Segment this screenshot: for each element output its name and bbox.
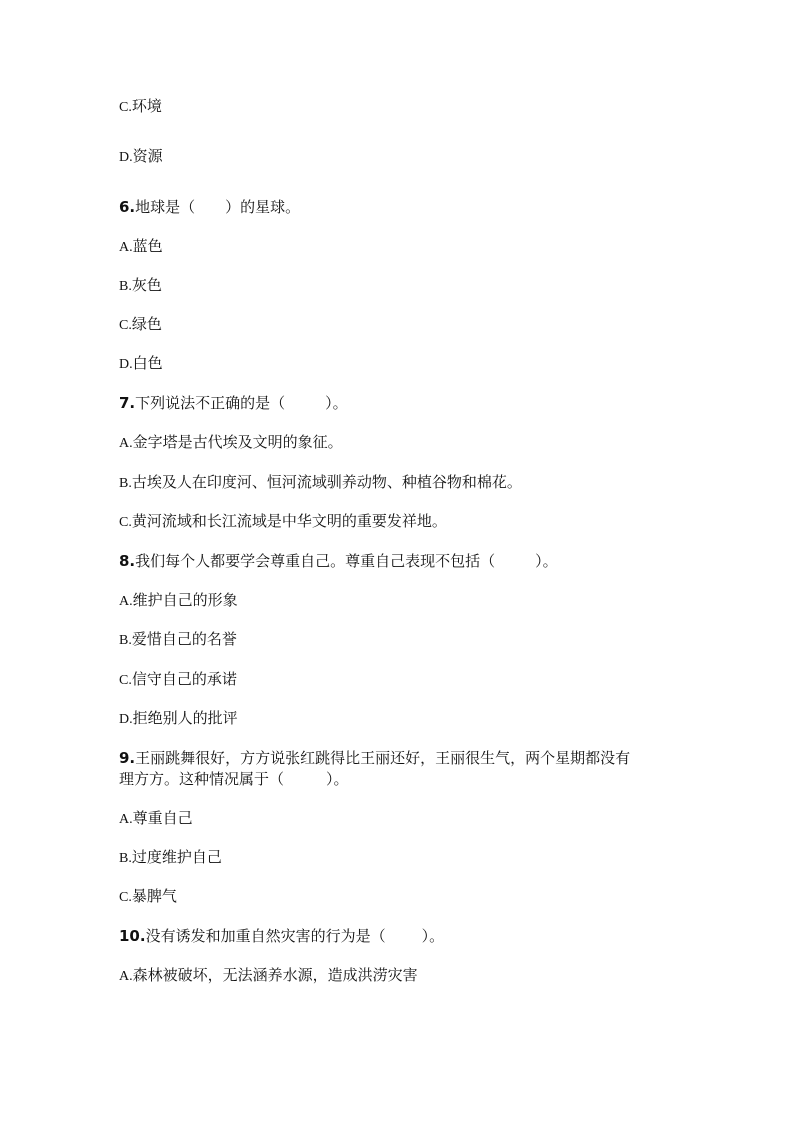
option-letter: A. (119, 436, 133, 451)
option-letter: A. (119, 812, 133, 827)
question-text: 王丽跳舞很好，方方说张红跳得比王丽还好，王丽很生气，两个星期都没有 (135, 749, 631, 767)
q8-option-a (119, 590, 238, 612)
option-letter: C. (119, 318, 132, 333)
q6-option-b (119, 275, 162, 297)
option-letter: B. (119, 851, 132, 866)
option-text: 绿色 (131, 315, 162, 333)
q6-option-a (119, 236, 163, 258)
option-letter: C. (119, 515, 132, 530)
option-letter: B. (119, 476, 132, 491)
question-text-after: ）。 (326, 770, 349, 788)
option-text: 尊重自己 (132, 809, 193, 827)
q9-option-a (119, 808, 193, 830)
option-letter: C. (119, 100, 132, 115)
q7-option-c (119, 511, 447, 533)
option-text: 黄河流域和长江流域是中华文明的重要发祥地。 (131, 512, 447, 530)
q7-option-b (119, 472, 522, 494)
q9-stem-line1 (119, 748, 630, 768)
option-text: 森林被破坏，无法涵养水源，造成洪涝灾害 (132, 966, 418, 984)
option-text: 资源 (132, 147, 163, 165)
q6-stem (119, 197, 300, 217)
q7-option-a (119, 432, 343, 454)
option-text: 环境 (131, 97, 162, 115)
option-text: 灰色 (131, 276, 162, 294)
q9-stem-line2 (119, 769, 349, 789)
option-letter: A. (119, 594, 133, 609)
q5-option-d (119, 146, 163, 168)
question-text-before: 下列说法不正确的是（ (135, 394, 286, 412)
q5-option-c (119, 96, 162, 118)
question-text-after: ）。 (421, 927, 445, 945)
option-text: 白色 (132, 354, 163, 372)
question-number: 8. (119, 552, 136, 570)
option-text: 信守自己的承诺 (131, 670, 237, 688)
option-text: 金字塔是古代埃及文明的象征。 (132, 433, 343, 451)
q7-stem (119, 393, 348, 413)
option-letter: B. (119, 279, 132, 294)
option-text: 暴脾气 (131, 887, 177, 905)
option-letter: D. (119, 712, 133, 727)
q6-option-d (119, 353, 163, 375)
q9-option-b (119, 847, 222, 869)
question-text-after: ）。 (535, 552, 558, 570)
q8-option-b (119, 629, 237, 651)
q9-option-c (119, 886, 177, 908)
question-text-before: 理方方。这种情况属于（ (119, 770, 285, 788)
question-number: 7. (119, 394, 136, 412)
q8-option-d (119, 708, 238, 730)
option-text: 爱惜自己的名誉 (131, 630, 237, 648)
q6-option-c (119, 314, 162, 336)
option-letter: A. (119, 969, 133, 984)
question-text-after: ）的星球。 (225, 198, 301, 216)
option-text: 蓝色 (132, 237, 163, 255)
question-number: 9. (119, 749, 136, 767)
option-text: 古埃及人在印度河、恒河流域驯养动物、种植谷物和棉花。 (131, 473, 522, 491)
q10-option-a (119, 965, 418, 987)
option-letter: D. (119, 150, 133, 165)
question-text-before: 我们每个人都要学会尊重自己。尊重自己表现不包括（ (135, 552, 496, 570)
question-text-before: 地球是（ (135, 198, 196, 216)
q10-stem (119, 926, 444, 946)
question-text-after: ）。 (325, 394, 348, 412)
option-letter: C. (119, 890, 132, 905)
option-text: 拒绝别人的批评 (132, 709, 238, 727)
question-text-before: 没有诱发和加重自然灾害的行为是（ (145, 927, 386, 945)
question-number: 6. (119, 198, 136, 216)
option-text: 过度维护自己 (131, 848, 222, 866)
option-letter: C. (119, 673, 132, 688)
question-number: 10. (119, 927, 146, 945)
option-letter: B. (119, 633, 132, 648)
q8-option-c (119, 669, 237, 691)
option-letter: A. (119, 240, 133, 255)
option-text: 维护自己的形象 (132, 591, 238, 609)
option-letter: D. (119, 357, 133, 372)
q8-stem (119, 551, 558, 571)
